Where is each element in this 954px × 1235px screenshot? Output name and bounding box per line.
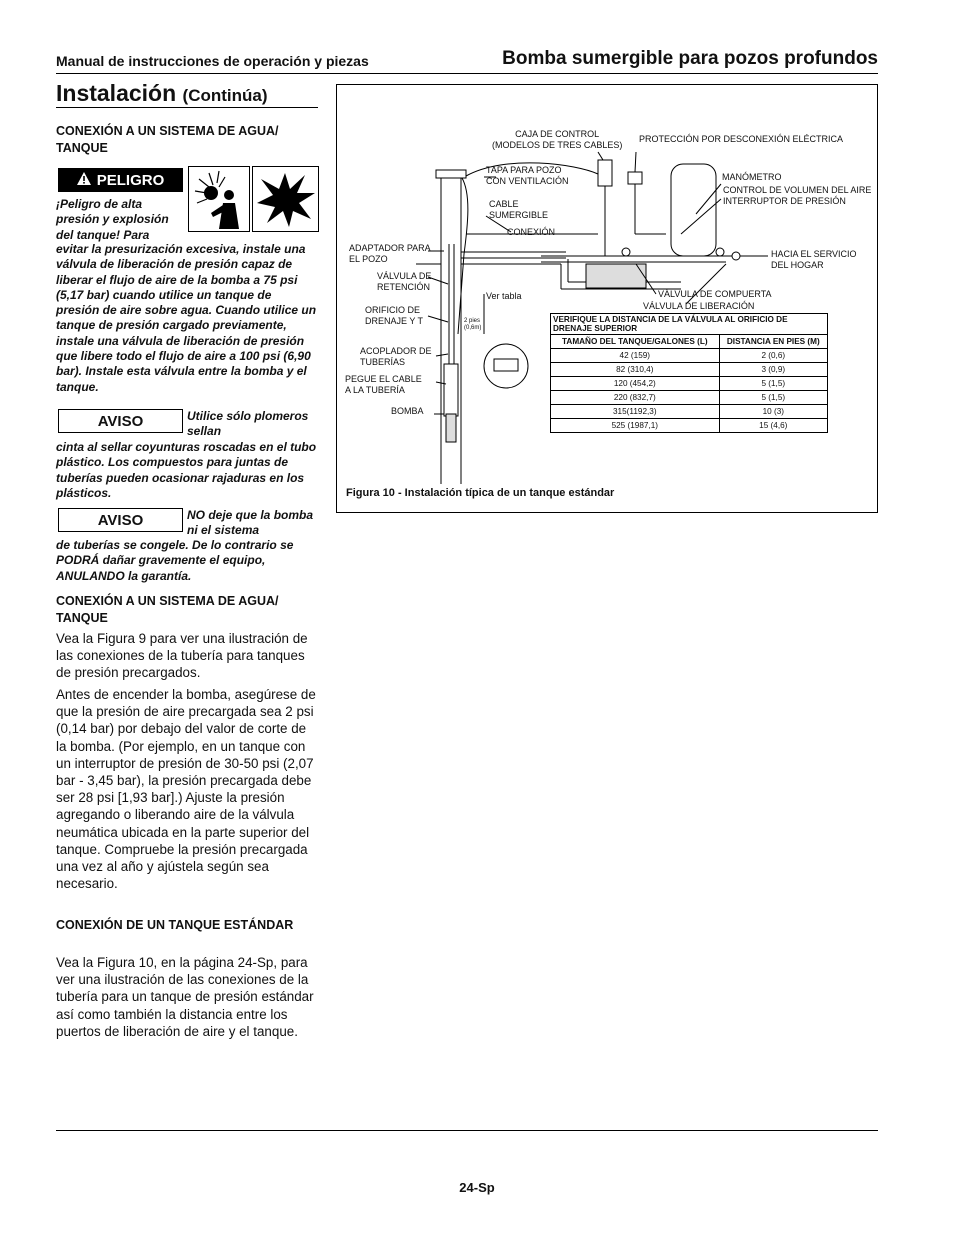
heading-water-system-2: CONEXIÓN A UN SISTEMA DE AGUA/ TANQUE bbox=[56, 594, 279, 625]
table-cell: 315(1192,3) bbox=[551, 405, 720, 419]
danger-badge bbox=[58, 168, 183, 192]
distance-table bbox=[550, 313, 828, 433]
table-row bbox=[551, 349, 828, 363]
notice1-text: cinta al sellar coyunturas roscadas en el tubo plástico. Los compuestos para juntas de tuberías pueden ocasionar rajaduras en los plásticos. bbox=[56, 440, 317, 500]
table-row bbox=[551, 405, 828, 419]
table-col-tank-size: TAMAÑO DEL TANQUE/GALONES (L) bbox=[551, 335, 720, 349]
label-check-valve: VÁLVULA DE RETENCIÓN bbox=[377, 271, 432, 292]
table-row bbox=[551, 363, 828, 377]
danger-text: evitar la presurización excesiva, instale una válvula de liberación de presión capaz de liberar el flujo de aire de la bomba a 75 psi (5,17 bar) cuando utilice un tanque de presión de aire sobre agua. Cuando utilice un tanque de presión cargado previamente, instale una válvula de liberación de presión que libere todo el flujo de aire a 100 psi (6,90 bar). Instale esta válvula entre la bomba y el tanque. bbox=[56, 242, 317, 394]
paragraph-figure9: Vea la Figura 9 para ver una ilustración de las conexiones de la tubería para tanques de presión precargados. bbox=[56, 631, 308, 681]
table-row bbox=[551, 419, 828, 433]
section-title-sub: (Continúa) bbox=[182, 86, 268, 105]
label-pump: BOMBA bbox=[391, 406, 424, 416]
table-title: VERIFIQUE LA DISTANCIA DE LA VÁLVULA AL ORIFICIO DE DRENAJE SUPERIOR bbox=[551, 314, 828, 335]
table-cell: 525 (1987,1) bbox=[551, 419, 720, 433]
table-row bbox=[551, 377, 828, 391]
notice-label-2: AVISO bbox=[97, 511, 144, 529]
label-well-cap: TAPA PARA POZO CON VENTILACIÓN bbox=[486, 165, 569, 186]
manual-title: Manual de instrucciones de operación y piezas bbox=[56, 53, 369, 69]
table-cell: 15 (4,6) bbox=[719, 419, 827, 433]
label-control-box: CAJA DE CONTROL (MODELOS DE TRES CABLES) bbox=[492, 129, 623, 150]
page-number: 24-Sp bbox=[459, 1180, 495, 1195]
table-cell: 2 (0,6) bbox=[719, 349, 827, 363]
notice-label-1: AVISO bbox=[97, 412, 144, 430]
table-col-distance: DISTANCIA EN PIES (M) bbox=[719, 335, 827, 349]
paragraph-precharge: Antes de encender la bomba, asegúrese de que la presión de aire precargada sea 2 psi (0,14 bar) por debajo del valor de corte de la bomba. (Por ejemplo, en un tanque con un interruptor de presión de 30-50 psi (2,07 bar - 3,45 bar), la presión precargada debe ser 28 psi [1,93 bar].) Ajuste la presión agregando o liberando aire de la válvula neumática ubicada en la parte superior del tanque. Compruebe la presión precargada una vez al año y ajústela según sea necesario. bbox=[56, 687, 316, 892]
danger-label: PELIGRO bbox=[96, 171, 165, 189]
section-divider bbox=[56, 107, 318, 108]
table-header-row bbox=[551, 335, 828, 349]
warning-triangle-icon bbox=[77, 172, 91, 189]
table-cell: 3 (0,9) bbox=[719, 363, 827, 377]
label-connection: CONEXIÓN bbox=[507, 227, 556, 237]
figure-caption: Figura 10 - Instalación típica de un tanque estándar bbox=[346, 487, 615, 499]
table-title-row bbox=[551, 314, 828, 335]
label-drain-hole: ORIFICIO DE DRENAJE Y T bbox=[365, 305, 424, 326]
header-divider bbox=[56, 73, 878, 74]
notice2-text: de tuberías se congele. De lo contrario se PODRÁ dañar gravemente el equipo, ANULANDO la garantía. bbox=[56, 538, 294, 583]
section-title bbox=[56, 80, 268, 107]
label-two-feet: 2 pies bbox=[464, 318, 481, 324]
label-gate-valve: VÁLVULA DE COMPUERTA bbox=[658, 289, 772, 299]
notice1-text-narrow: Utilice sólo plomeros sellan bbox=[187, 409, 309, 439]
label-gauge: MANÓMETRO bbox=[722, 172, 782, 182]
label-cable: CABLE SUMERGIBLE bbox=[489, 199, 549, 220]
label-tape-cable: PEGUE EL CABLE A LA TUBERÍA bbox=[345, 374, 422, 395]
notice-badge-1 bbox=[58, 409, 183, 433]
danger-text-narrow: ¡Peligro de alta presión y explosión del tanque! Para bbox=[56, 197, 169, 242]
label-pressure-switch: INTERRUPTOR DE PRESIÓN bbox=[723, 196, 846, 206]
heading-water-system-1: CONEXIÓN A UN SISTEMA DE AGUA/ TANQUE bbox=[56, 124, 279, 155]
notice2-text-narrow: NO deje que la bomba ni el sistema bbox=[187, 508, 314, 538]
heading-standard-tank: CONEXIÓN DE UN TANQUE ESTÁNDAR bbox=[56, 918, 294, 932]
table-cell: 220 (832,7) bbox=[551, 391, 720, 405]
section-title-main: Instalación bbox=[56, 80, 177, 106]
table-cell: 82 (310,4) bbox=[551, 363, 720, 377]
label-disconnect: PROTECCIÓN POR DESCONEXIÓN ELÉCTRICA bbox=[639, 134, 844, 144]
label-air-control: CONTROL DE VOLUMEN DEL AIRE bbox=[723, 185, 872, 195]
table-cell: 10 (3) bbox=[719, 405, 827, 419]
label-see-table: Ver tabla bbox=[486, 291, 522, 301]
table-cell: 5 (1,5) bbox=[719, 391, 827, 405]
paragraph-figure10: Vea la Figura 10, en la página 24-Sp, para ver una ilustración de las conexiones de la tubería para un tanque de presión estándar así como también la distancia entre los puertos de liberación de aire y el tanque. bbox=[56, 955, 314, 1039]
label-well-adapter: ADAPTADOR PARA EL POZO bbox=[349, 243, 431, 264]
notice-badge-2 bbox=[58, 508, 183, 532]
label-relief-valve: VÁLVULA DE LIBERACIÓN bbox=[643, 301, 755, 311]
explosion-person-icon bbox=[188, 166, 250, 232]
table-cell: 5 (1,5) bbox=[719, 377, 827, 391]
label-house-service: HACIA EL SERVICIO DEL HOGAR bbox=[771, 249, 857, 270]
table-cell: 120 (454,2) bbox=[551, 377, 720, 391]
table-row bbox=[551, 391, 828, 405]
explosion-icon bbox=[252, 166, 319, 232]
table-cell: 42 (159) bbox=[551, 349, 720, 363]
label-two-feet-m: (0,6m) bbox=[464, 325, 482, 331]
label-coupler: ACOPLADOR DE TUBERÍAS bbox=[360, 346, 432, 367]
product-title: Bomba sumergible para pozos profundos bbox=[502, 48, 878, 69]
footer-divider bbox=[56, 1130, 878, 1131]
